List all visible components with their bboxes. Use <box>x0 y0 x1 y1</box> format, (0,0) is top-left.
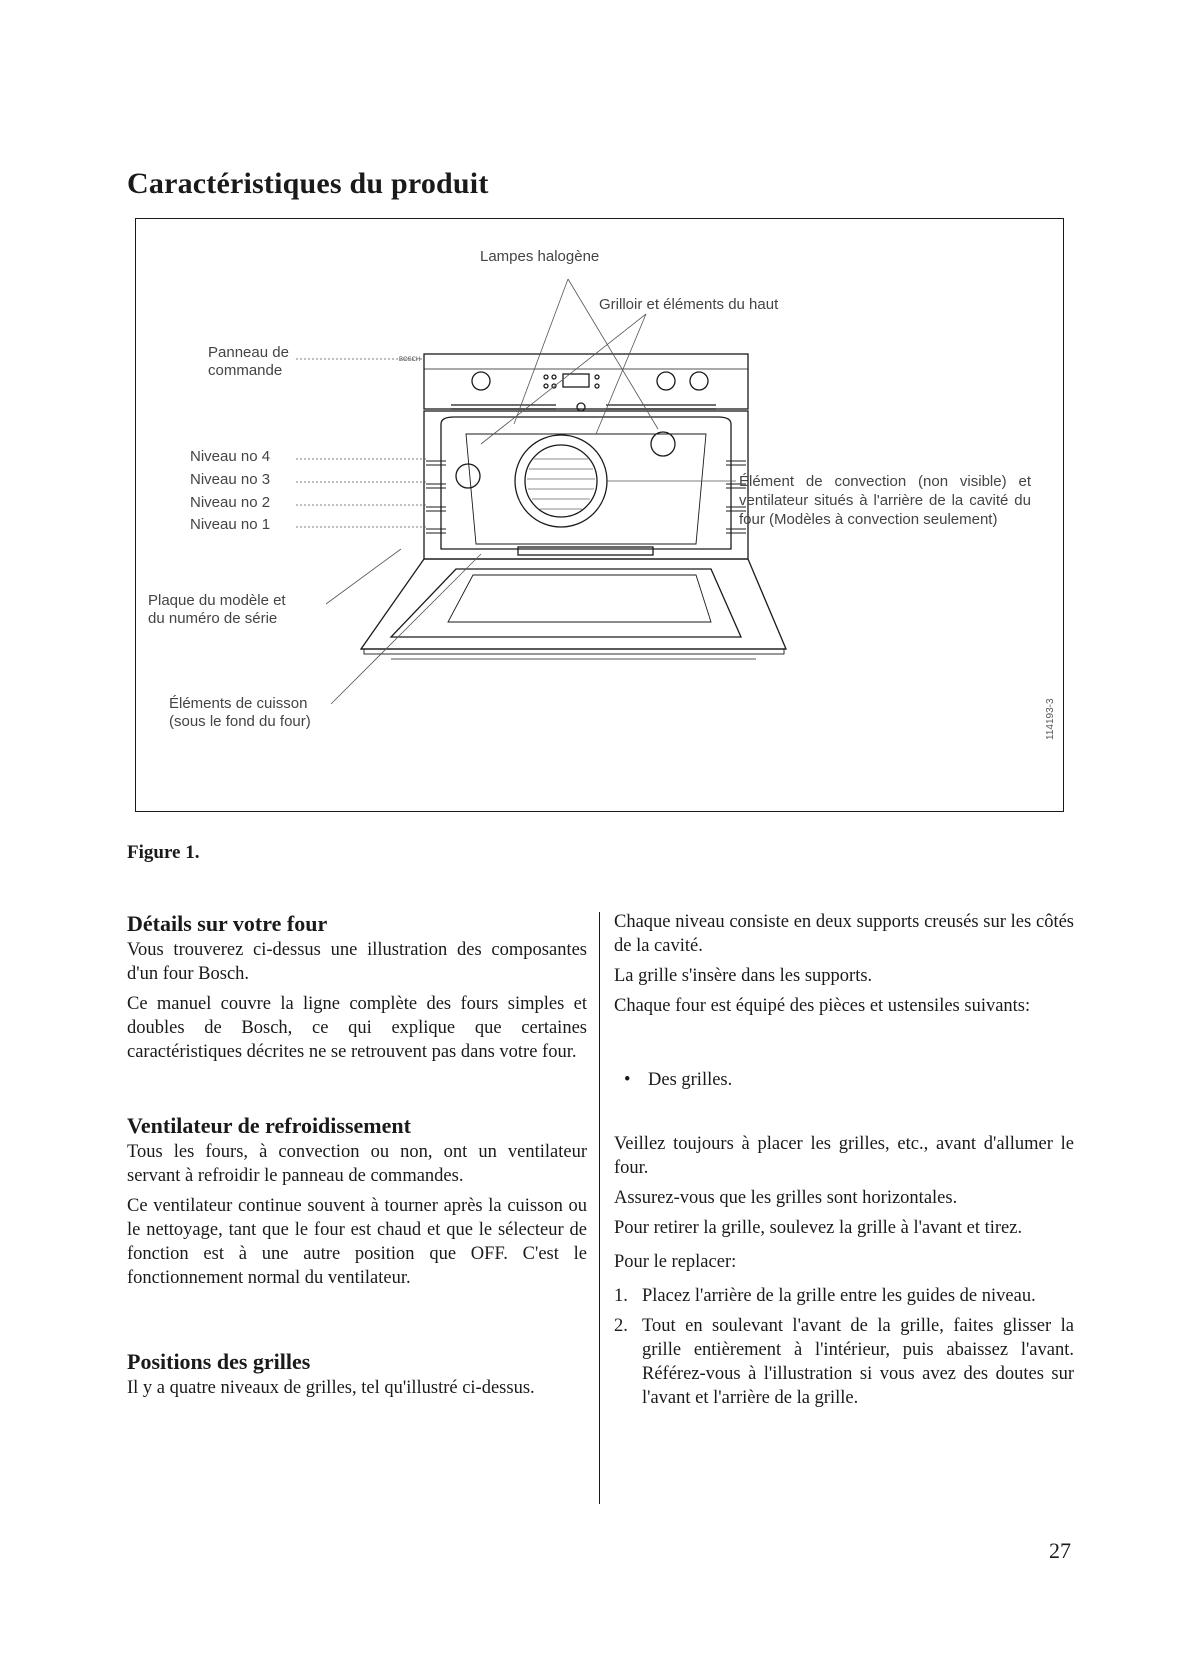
paragraph: La grille s'insère dans les supports. <box>614 966 873 986</box>
paragraph: Tous les fours, à convection ou non, ont un ventilateur servant à refroidir le panneau de commandes. <box>127 1142 587 1186</box>
list-item <box>614 1314 1074 1410</box>
bullet-icon: • <box>624 1070 631 1090</box>
label-level-2: Niveau no 2 <box>190 494 271 511</box>
label-broiler-elements: Grilloir et éléments du haut <box>599 296 779 313</box>
step-text: Placez l'arrière de la grille entre les guides de niveau. <box>642 1286 1036 1306</box>
paragraph: Chaque niveau consiste en deux supports creusés sur les côtés de la cavité. <box>614 912 1074 956</box>
left-column <box>127 910 587 1406</box>
right-column <box>614 910 1074 1416</box>
list-item <box>614 1284 1074 1308</box>
step-text: Tout en soulevant l'avant de la grille, faites glisser la grille entièrement à l'intérieur, puis abaissez l'avant. Référez-vous à l'illustration si vous avez des doutes sur l'avant et l'arrière de la grille. <box>642 1316 1074 1408</box>
label-bake-elements-line2: (sous le fond du four) <box>169 713 311 730</box>
label-serial-plate-line1: Plaque du modèle et <box>148 592 286 609</box>
paragraph: Ce ventilateur continue souvent à tourner après la cuisson ou le nettoyage, tant que le four est chaud et que le sélecteur de fonction est à une autre position que OFF. C'est le fonctionnement normal du ventilateur. <box>127 1196 587 1288</box>
page-number: 27 <box>1049 1538 1071 1563</box>
figure-oven-diagram <box>135 218 1064 812</box>
label-level-3: Niveau no 3 <box>190 471 271 488</box>
paragraph: Il y a quatre niveaux de grilles, tel qu'illustré ci-dessus. <box>127 1378 535 1398</box>
paragraph: Pour le replacer: <box>614 1252 737 1272</box>
figure-caption: Figure 1. <box>127 842 200 863</box>
paragraph: Pour retirer la grille, soulevez la grille à l'avant et tirez. <box>614 1218 1023 1238</box>
label-convection-element: Élément de convection (non visible) et ventilateur situés à l'arrière de la cavité du four (Modèles à convection seulement) <box>739 473 1031 528</box>
label-halogen-lamps: Lampes halogène <box>480 248 600 265</box>
section-title-details: Détails sur votre four <box>127 911 328 936</box>
section-title-ventilation: Ventilateur de refroidissement <box>127 1113 411 1138</box>
label-bake-elements-line1: Éléments de cuisson <box>169 695 308 712</box>
paragraph: Ce manuel couvre la ligne complète des fours simples et doubles de Bosch, ce qui explique que certaines caractéristiques décrites ne se retrouvent pas dans votre four. <box>127 994 587 1062</box>
paragraph: Assurez-vous que les grilles sont horizontales. <box>614 1188 958 1208</box>
paragraph: Veillez toujours à placer les grilles, etc., avant d'allumer le four. <box>614 1134 1074 1178</box>
label-control-panel-line2: commande <box>208 362 283 379</box>
page-title: Caractéristiques du produit <box>127 167 489 200</box>
paragraph: Vous trouverez ci-dessus une illustration des composantes d'un four Bosch. <box>127 940 587 984</box>
label-level-1: Niveau no 1 <box>190 516 271 533</box>
step-number: 2. <box>614 1316 628 1336</box>
label-level-4: Niveau no 4 <box>190 448 271 465</box>
brand-logo: BOSCH <box>399 357 421 363</box>
step-number: 1. <box>614 1286 628 1306</box>
column-divider <box>599 912 600 1504</box>
list-item <box>614 1068 1074 1092</box>
section-title-rack-positions: Positions des grilles <box>127 1349 311 1374</box>
label-serial-plate-line2: du numéro de série <box>148 610 278 627</box>
label-control-panel-line1: Panneau de <box>208 344 289 361</box>
figure-code: 114193-3 <box>1045 698 1056 740</box>
bullet-text: Des grilles. <box>648 1070 733 1090</box>
paragraph: Chaque four est équipé des pièces et ustensiles suivants: <box>614 996 1031 1016</box>
